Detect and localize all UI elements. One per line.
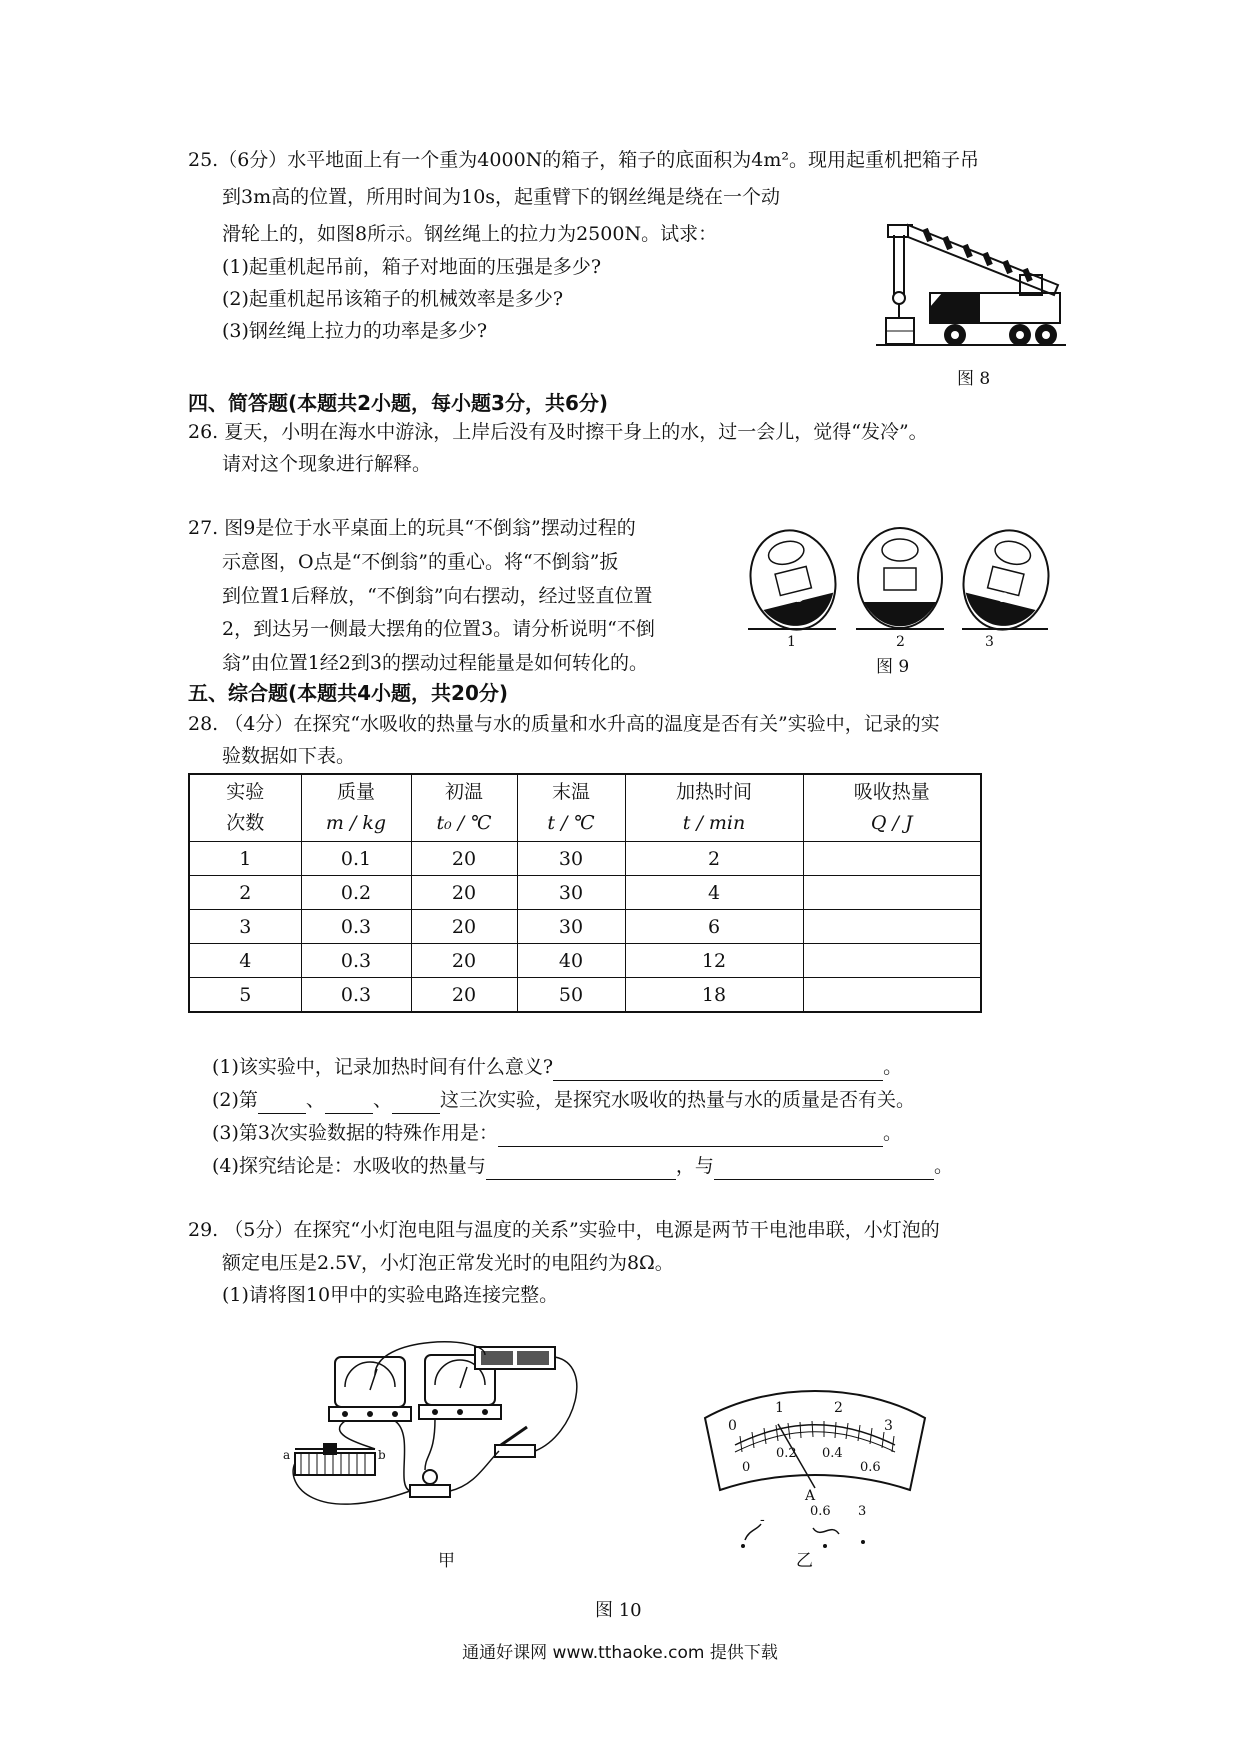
q25-sub1: (1)起重机起吊前，箱子对地面的压强是多少?	[222, 256, 602, 278]
crane-figure	[870, 215, 1070, 350]
terminal-minus-label: -	[760, 1512, 765, 1528]
tumbler-figure	[748, 530, 1048, 645]
table-cell: 0.3	[301, 944, 411, 978]
tumbler-pos-1	[740, 521, 846, 638]
center-o-label-3: O	[998, 591, 1009, 606]
dial-tick-bottom-1: 0.2	[776, 1446, 797, 1461]
dial-tick-bottom-0: 0	[742, 1460, 751, 1475]
table-cell: 18	[625, 978, 803, 1013]
dial-tick-top-1: 1	[775, 1400, 784, 1416]
rheostat-b-label: b	[378, 1448, 386, 1462]
table-cell: 6	[625, 910, 803, 944]
dial-tick-top-3: 3	[884, 1418, 893, 1434]
table-cell: 30	[517, 842, 625, 876]
table-cell: 0.3	[301, 978, 411, 1013]
page-footer: 通通好课网 www.tthaoke.com 提供下载	[462, 1643, 778, 1663]
q26-line1: 26. 夏天，小明在海水中游泳，上岸后没有及时擦干身上的水，过一会儿，觉得“发冷”。	[188, 421, 928, 443]
q27-line2: 示意图，O点是“不倒翁”的重心。将“不倒翁”扳	[222, 551, 619, 573]
terminal-06-label: 0.6	[810, 1504, 831, 1519]
table-cell: 20	[411, 842, 517, 876]
table-cell: 2	[189, 876, 301, 910]
center-o-label-2: O	[896, 591, 907, 606]
table-cell: 2	[625, 842, 803, 876]
table-cell: 20	[411, 910, 517, 944]
switch-icon	[495, 1427, 535, 1457]
figure-10a-label: 甲	[438, 1551, 455, 1571]
table-cell: 50	[517, 978, 625, 1013]
section-4-title: 四、简答题(本题共2小题，每小题3分，共6分)	[188, 391, 609, 415]
q25-sub2: (2)起重机起吊该箱子的机械效率是多少?	[222, 288, 564, 310]
table-cell-blank[interactable]	[803, 910, 981, 944]
table-cell-blank[interactable]	[803, 842, 981, 876]
q25-sub3: (3)钢丝绳上拉力的功率是多少?	[222, 320, 488, 342]
header-trial: 实验 次数	[189, 774, 301, 842]
circuit-figure	[285, 1335, 645, 1535]
table-cell: 0.2	[301, 876, 411, 910]
q29-line2: 额定电压是2.5V，小灯泡正常发光时的电阻约为8Ω。	[222, 1252, 674, 1274]
header-mass: 质量 m / kg	[301, 774, 411, 842]
table-cell-blank[interactable]	[803, 978, 981, 1013]
rheostat-a-label: a	[283, 1448, 291, 1462]
table-cell: 3	[189, 910, 301, 944]
dial-tick-top-2: 2	[834, 1400, 843, 1416]
table-cell: 20	[411, 978, 517, 1013]
answer-blank-1[interactable]	[553, 1060, 883, 1081]
answer-blank-2c[interactable]	[392, 1093, 440, 1114]
table-row	[189, 876, 981, 910]
ammeter-dial-figure	[700, 1390, 930, 1500]
table-cell: 30	[517, 876, 625, 910]
q27-line4: 2，到达另一侧最大摆角的位置3。请分析说明“不倒	[222, 618, 655, 640]
center-o-label-1: O	[794, 591, 805, 606]
q29-line1: 29. （5分）在探究“小灯泡电阻与温度的关系”实验中，电源是两节干电池串联，小灯泡的	[188, 1219, 940, 1241]
answer-blank-4b[interactable]	[714, 1159, 934, 1180]
table-cell: 4	[625, 876, 803, 910]
header-heat-absorbed: 吸收热量 Q / J	[803, 774, 981, 842]
q27-line1: 27. 图9是位于水平桌面上的玩具“不倒翁”摆动过程的	[188, 517, 636, 539]
table-cell-blank[interactable]	[803, 876, 981, 910]
table-row	[189, 910, 981, 944]
table-cell-blank[interactable]	[803, 944, 981, 978]
tumbler-label-1: 1	[787, 634, 796, 650]
table-cell: 1	[189, 842, 301, 876]
q25-line2: 到3m高的位置，所用时间为10s，起重臂下的钢丝绳是绕在一个动	[222, 186, 781, 208]
dial-tick-top-0: 0	[728, 1418, 737, 1434]
q26-line2: 请对这个现象进行解释。	[222, 453, 432, 475]
table-header-row	[189, 774, 981, 842]
header-heating-time: 加热时间 t / min	[625, 774, 803, 842]
dial-unit-label: A	[805, 1488, 816, 1504]
q27-line3: 到位置1后释放，“不倒翁”向右摆动，经过竖直位置	[222, 585, 653, 607]
dial-tick-bottom-3: 0.6	[860, 1460, 881, 1475]
dial-tick-bottom-2: 0.4	[822, 1446, 843, 1461]
q28-sub3: (3)第3次实验数据的特殊作用是： 。	[212, 1119, 902, 1147]
table-row	[189, 944, 981, 978]
tumbler-label-3: 3	[985, 634, 994, 650]
header-initial-temp: 初温 t₀ / ℃	[411, 774, 517, 842]
table-cell: 20	[411, 944, 517, 978]
answer-blank-4a[interactable]	[486, 1159, 676, 1180]
tumbler-pos-3	[953, 521, 1059, 638]
table-cell: 30	[517, 910, 625, 944]
answer-blank-2b[interactable]	[325, 1093, 373, 1114]
table-row	[189, 978, 981, 1013]
figure-10b-label: 乙	[796, 1551, 813, 1571]
answer-blank-2a[interactable]	[258, 1093, 306, 1114]
q28-sub2: (2)第 、 、 这三次实验，是探究水吸收的热量与水的质量是否有关。	[212, 1086, 915, 1114]
ammeter-icon	[329, 1357, 411, 1421]
section-5-title: 五、综合题(本题共4小题，共20分)	[188, 681, 509, 705]
table-row	[189, 842, 981, 876]
figure-10-caption: 图 10	[595, 1600, 642, 1621]
answer-blank-3[interactable]	[498, 1126, 883, 1147]
q25-line1: 25.（6分）水平地面上有一个重为4000N的箱子，箱子的底面积为4m²。现用起重机把箱子吊	[188, 149, 980, 171]
rheostat-icon	[295, 1443, 375, 1475]
table-cell: 4	[189, 944, 301, 978]
table-cell: 0.1	[301, 842, 411, 876]
lamp-icon	[410, 1470, 450, 1497]
table-cell: 0.3	[301, 910, 411, 944]
q28-sub1: (1)该实验中，记录加热时间有什么意义? 。	[212, 1053, 902, 1081]
q29-sub1: (1)请将图10甲中的实验电路连接完整。	[222, 1284, 559, 1306]
header-final-temp: 末温 t / ℃	[517, 774, 625, 842]
q27-line5: 翁”由位置1经2到3的摆动过程能量是如何转化的。	[222, 652, 648, 674]
table-cell: 5	[189, 978, 301, 1013]
q25-line3: 滑轮上的，如图8所示。钢丝绳上的拉力为2500N。试求：	[222, 223, 718, 245]
q28-sub4: (4)探究结论是：水吸收的热量与 ，与 。	[212, 1152, 953, 1180]
data-table	[188, 773, 982, 1013]
table-cell: 12	[625, 944, 803, 978]
battery-icon	[475, 1347, 555, 1369]
table-cell: 20	[411, 876, 517, 910]
tumbler-label-2: 2	[896, 634, 905, 650]
q28-line1: 28. （4分）在探究“水吸收的热量与水的质量和水升高的温度是否有关”实验中，记录的实	[188, 713, 940, 735]
table-cell: 40	[517, 944, 625, 978]
terminal-3-label: 3	[858, 1504, 867, 1519]
q28-line2: 验数据如下表。	[222, 745, 356, 767]
figure-8-caption: 图 8	[957, 369, 991, 389]
tumbler-pos-2	[858, 528, 942, 628]
figure-9-caption: 图 9	[876, 657, 910, 677]
